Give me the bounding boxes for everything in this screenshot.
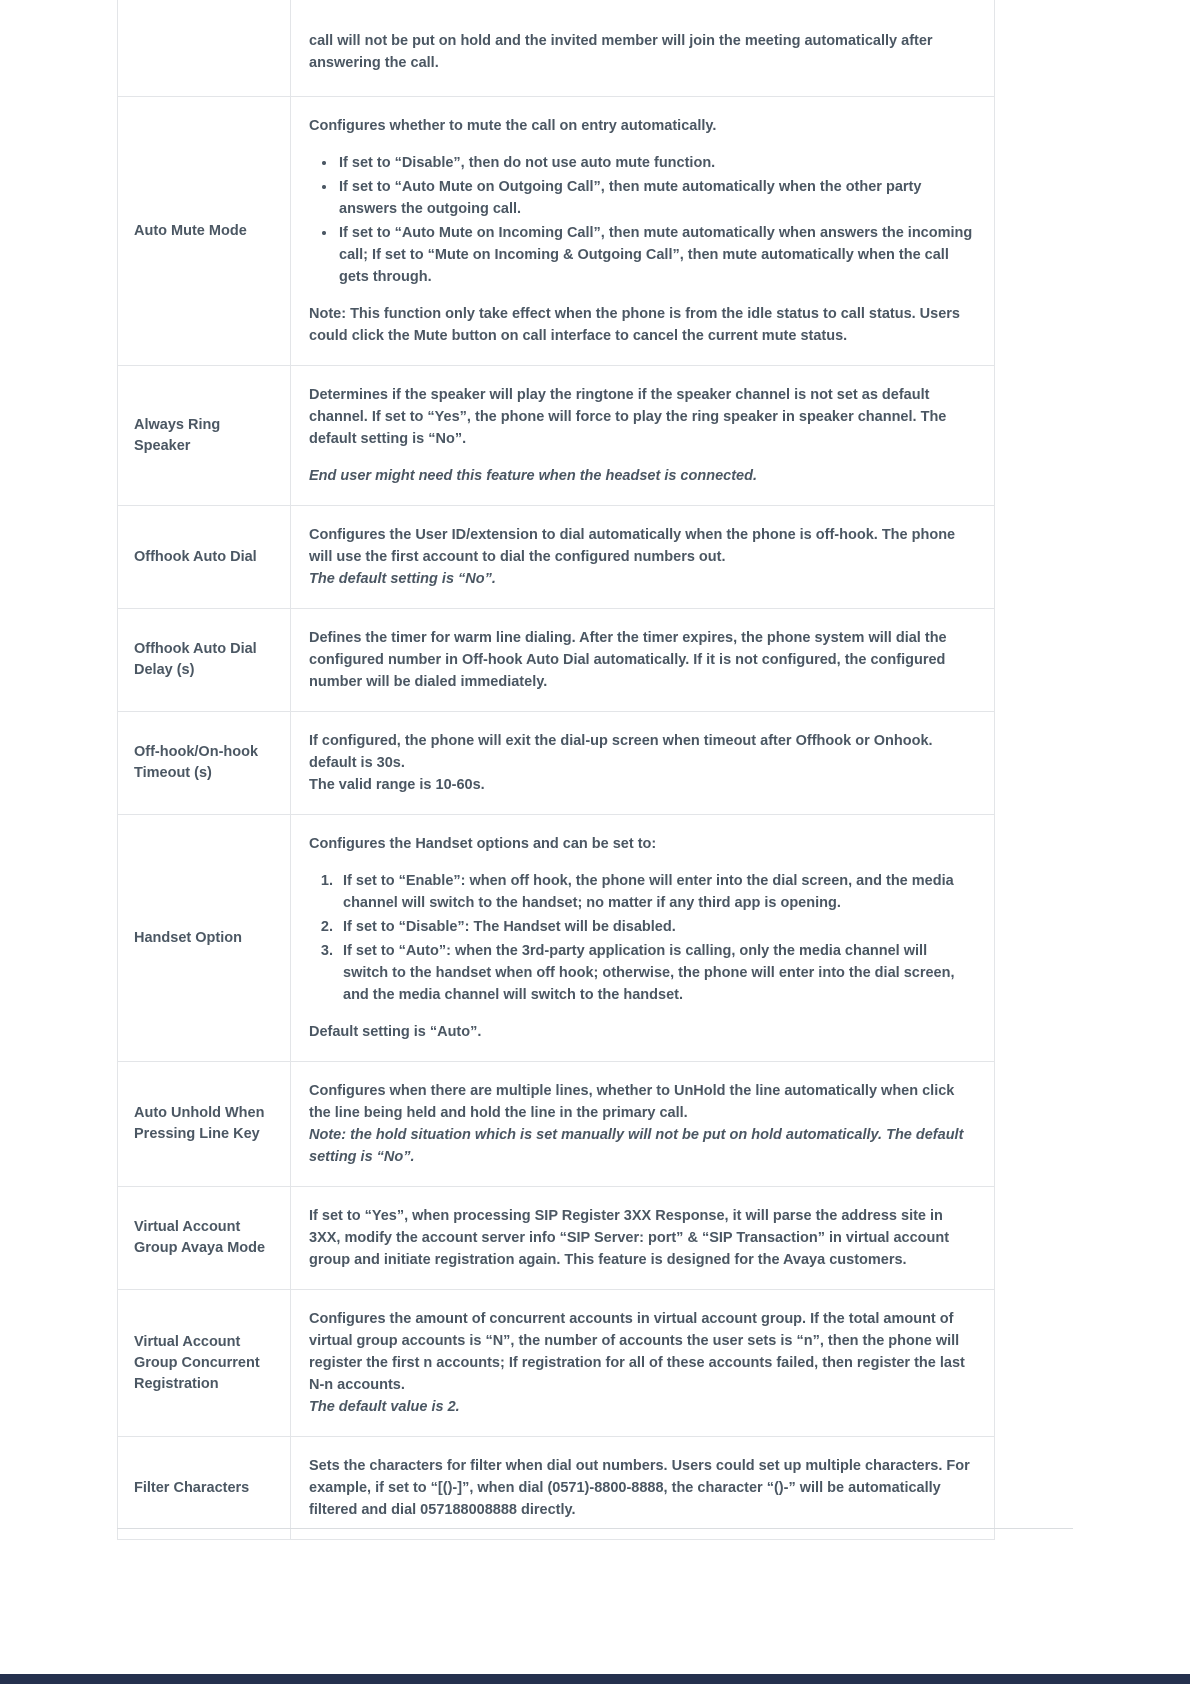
setting-name-cell (118, 815, 291, 1061)
table-row (118, 1437, 994, 1540)
list-item: • If set to “Auto Mute on Incoming Call”, then mute automatically when answers the incoming call; If set to “Mute on Incoming & Outgoing Call”, then mute automatically when the call gets through. (337, 222, 974, 288)
list-item: 2. If set to “Disable”: The Handset will be disabled. (337, 916, 974, 938)
list-item: • If set to “Auto Mute on Outgoing Call”, then mute automatically when the other party answers the outgoing call. (337, 176, 974, 220)
setting-description-cell (291, 506, 994, 608)
table-row (118, 506, 994, 609)
settings-table (117, 0, 995, 1540)
table-row (118, 609, 994, 712)
list-item: 1. If set to “Enable”: when off hook, the phone will enter into the dial screen, and the media channel will switch to the handset; no matter if any third app is opening. (337, 870, 974, 914)
setting-name-label: Offhook Auto Dial Delay (s) (134, 641, 257, 678)
description-note-italic: The default value is 2. (309, 1399, 460, 1415)
table-row (118, 1187, 994, 1290)
setting-name-label: Handset Option (134, 929, 242, 946)
description-paragraph: Configures the amount of concurrent accounts in virtual account group. If the total amount of virtual group accounts is “N”, the number of accounts the user sets is “n”, then the phone will register the first n accounts; If registration for all of these accounts failed, then register the last N-n accounts. (309, 1311, 965, 1393)
list-item: • If set to “Disable”, then do not use auto mute function. (337, 152, 974, 174)
description-paragraph: Determines if the speaker will play the ringtone if the speaker channel is not set as default channel. If set to “Yes”, the phone will force to play the ring speaker in speaker channel. The default setting is “No”. (309, 387, 947, 447)
description-paragraph: Configures when there are multiple lines, whether to UnHold the line automatically when click the line being held and hold the line in the primary call. (309, 1083, 955, 1121)
setting-description-cell (291, 815, 994, 1061)
description-paragraph: Defines the timer for warm line dialing. After the timer expires, the phone system will dial the configured number in Off-hook Auto Dial automatically. If it is not configured, the configured number will be dialed immediately. (309, 630, 947, 690)
description-paragraph: If set to “Yes”, when processing SIP Register 3XX Response, it will parse the address site in 3XX, modify the account server info “SIP Server: port” & “SIP Transaction” in virtual account group and initiate registration again. This feature is designed for the Avaya customers. (309, 1208, 950, 1268)
description-paragraph: Configures the User ID/extension to dial automatically when the phone is off-hook. The phone will use the first account to dial the configured numbers out. (309, 527, 956, 565)
setting-name-label: Always Ring Speaker (134, 416, 221, 454)
list-item: 3. If set to “Auto”: when the 3rd-party application is calling, only the media channel will switch to the handset when off hook; otherwise, the phone will enter into the dial screen, and the media channel will switch to the handset. (337, 940, 974, 1006)
setting-name-cell (118, 366, 291, 505)
setting-description-cell (291, 1062, 994, 1186)
setting-name-label: Auto Unhold When Pressing Line Key (134, 1105, 265, 1142)
table-row (118, 815, 994, 1062)
numbered-list (309, 870, 974, 1006)
description-paragraph: Sets the characters for filter when dial out numbers. Users could set up multiple characters. For example, if set to “[()-]”, when dial (0571)-8800-8888, the character “()-” will be automatically filtered and dial 057188008888 directly. (309, 1458, 970, 1518)
setting-name-cell (118, 1437, 291, 1539)
description-paragraph: Configures whether to mute the call on entry automatically. (309, 118, 717, 134)
setting-description-cell (291, 1187, 994, 1289)
setting-description-cell (291, 1437, 994, 1539)
setting-name-label: Virtual Account Group Concurrent Registration (134, 1333, 260, 1392)
setting-name-cell (118, 506, 291, 608)
setting-name-label: Virtual Account Group Avaya Mode (134, 1219, 266, 1256)
table-row (118, 1290, 994, 1437)
setting-name-cell (118, 712, 291, 814)
description-note-italic: Note: the hold situation which is set manually will not be put on hold automatically. The default setting is “No”. (309, 1127, 964, 1165)
setting-description-cell (291, 0, 994, 96)
setting-name-label: Off-hook/On-hook Timeout (s) (134, 744, 259, 781)
description-note-italic: End user might need this feature when the headset is connected. (309, 468, 757, 484)
description-paragraph: Default setting is “Auto”. (309, 1024, 482, 1040)
setting-name-cell (118, 609, 291, 711)
setting-description-cell (291, 609, 994, 711)
setting-name-label: Offhook Auto Dial (134, 548, 257, 565)
description-note-italic: The default setting is “No”. (309, 571, 496, 587)
setting-name-cell (118, 0, 291, 96)
setting-description-cell (291, 366, 994, 505)
footer-bar (0, 1674, 1190, 1684)
setting-name-cell (118, 97, 291, 365)
setting-description-cell (291, 712, 994, 814)
description-paragraph: If configured, the phone will exit the dial-up screen when timeout after Offhook or Onhook. default is 30s. (309, 733, 933, 771)
bullet-list (309, 152, 974, 288)
description-paragraph: Note: This function only take effect when the phone is from the idle status to call status. Users could click the Mute button on call interface to cancel the current mute status. (309, 306, 960, 344)
table-row (118, 1062, 994, 1187)
description-paragraph: call will not be put on hold and the invited member will join the meeting automatically after answering the call. (309, 33, 933, 71)
description-paragraph: Configures the Handset options and can be set to: (309, 836, 657, 852)
setting-name-label: Auto Mute Mode (134, 222, 247, 239)
setting-description-cell (291, 1290, 994, 1436)
table-row (118, 0, 994, 97)
setting-name-label: Filter Characters (134, 1479, 250, 1496)
setting-description-cell (291, 97, 994, 365)
page-divider (117, 1528, 1073, 1529)
description-paragraph: The valid range is 10-60s. (309, 777, 485, 793)
setting-name-cell (118, 1062, 291, 1186)
table-row (118, 366, 994, 506)
table-row (118, 97, 994, 366)
setting-name-cell (118, 1187, 291, 1289)
setting-name-cell (118, 1290, 291, 1436)
table-row (118, 712, 994, 815)
